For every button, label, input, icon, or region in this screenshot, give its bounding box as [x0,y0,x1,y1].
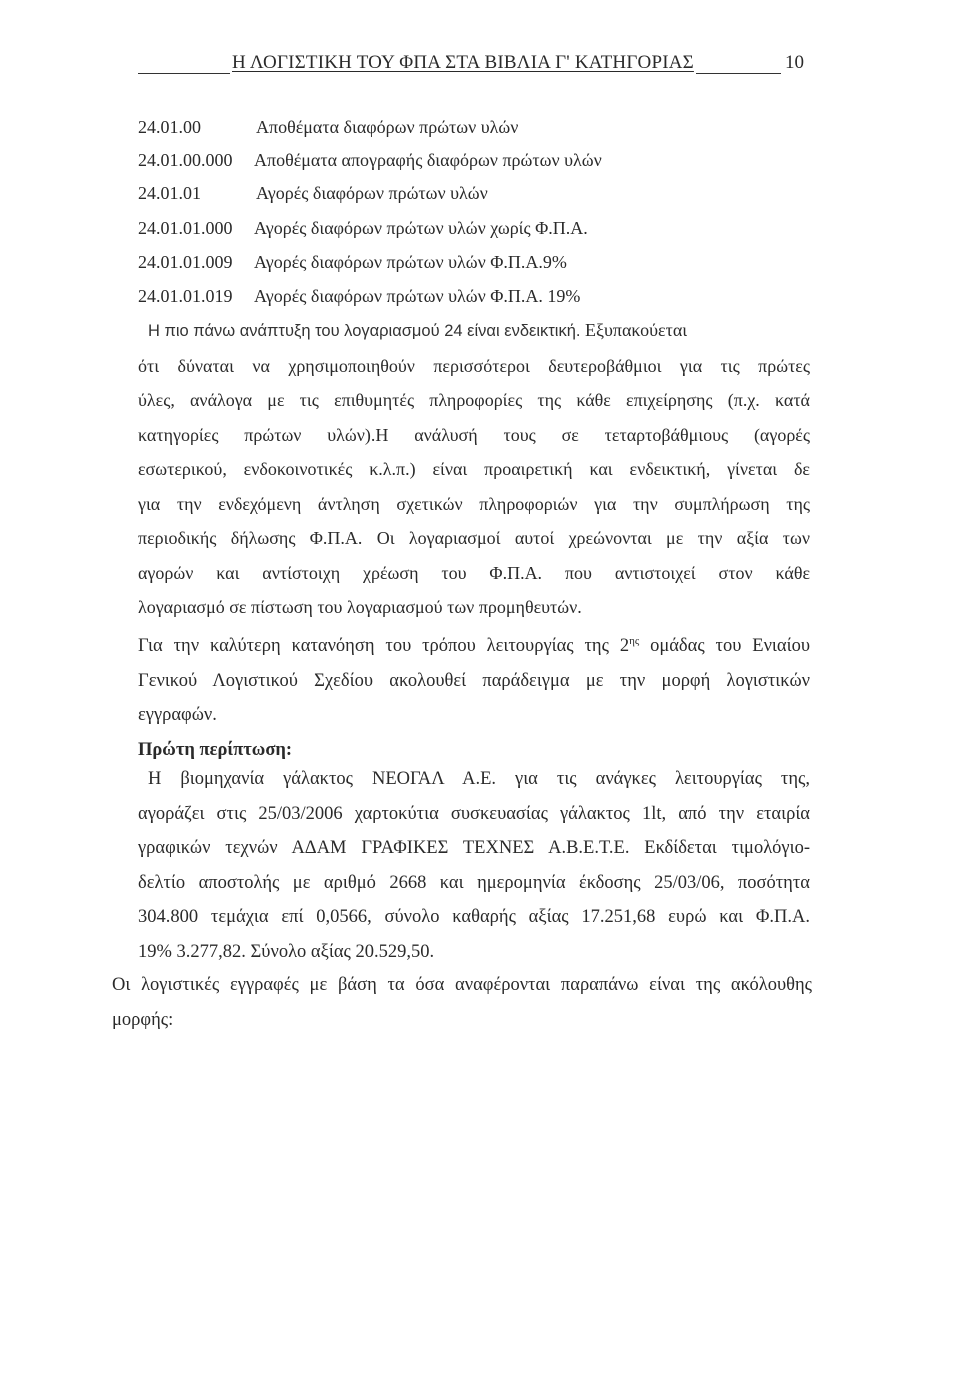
paragraph-line: ότι δύναται να χρησιμοποιηθούν περισσότεροι δευτεροβάθμιοι για τις πρώτες [138,355,810,376]
paragraph-line: αγοράζει στις 25/03/2006 χαρτοκύτια συσκευασίας γάλακτος 1lt, από την εταιρία [138,803,810,824]
account-code: 24.01.01.019 [138,286,233,306]
account-description: Αγορές διαφόρων πρώτων υλών Φ.Π.Α.9% [254,252,567,272]
paragraph-line: εσωτερικού, ενδοκοινοτικές κ.λ.π.) είναι προαιρετική και ενδεικτική, γίνεται δε [138,459,810,479]
account-row [138,218,588,239]
page-header [138,48,810,78]
paragraph-text: Εξυπακούεται [584,320,688,340]
paragraph-text: ομάδας του Ενιαίου [639,636,810,657]
page-number: 10 [781,52,804,74]
paragraph-line: κατηγορίες πρώτων υλών).Η ανάλυσή τους σε τεταρτοβάθμιους (αγορές [138,424,810,445]
paragraph-line: περιοδικής δήλωσης Φ.Π.Α. Οι λογαριασμοί αυτοί χρεώνονται με την αξία των [138,528,810,548]
paragraph-text: Για την καλύτερη κατανόηση του τρόπου λειτουργίας της 2 [138,636,630,657]
account-description: Αποθέματα διαφόρων πρώτων υλών [256,117,519,137]
paragraph-line: δελτίο αποστολής με αριθμό 2668 και ημερομηνία έκδοσης 25/03/06, ποσότητα [138,872,810,893]
account-description: Αποθέματα απογραφής διαφόρων πρώτων υλών [254,150,602,170]
explanation-paragraph [138,313,810,625]
paragraph-line: μορφής: [112,1009,174,1030]
account-description: Αγορές διαφόρων πρώτων υλών [256,183,488,203]
account-code: 24.01.00 [138,117,201,137]
case-paragraph [138,762,810,969]
paragraph-line [138,624,810,664]
paragraph-line: για την ενδεχόμενη άντληση σχετικών πληροφοριών για την συμπλήρωση της [138,493,810,514]
paragraph-line: αγορών και αντίστοιχη χρέωση του Φ.Π.Α. που αντιστοιχεί στον κάθε [138,562,810,583]
paragraph-line: Γενικού Λογιστικού Σχεδίου ακολουθεί παράδειγμα με την μορφή λογιστικών [138,670,810,691]
sans-sentence: Η πιο πάνω ανάπτυξη του λογαριασμού 24 είναι ενδεικτική. [148,322,581,340]
paragraph-line [138,313,810,349]
paragraph-line: Οι λογιστικές εγγραφές με βάση τα όσα αναφέρονται παραπάνω είναι της ακόλουθης [112,975,812,995]
account-row [138,252,567,273]
account-description: Αγορές διαφόρων πρώτων υλών Φ.Π.Α. 19% [254,286,581,306]
closing-paragraph [112,968,812,1037]
paragraph-line: λογαριασμό σε πίστωση του λογαριασμού των προμηθευτών. [138,597,582,617]
paragraph-line: εγγραφών. [138,705,217,726]
account-description: Αγορές διαφόρων πρώτων υλών χωρίς Φ.Π.Α. [254,218,588,238]
paragraph-line: γραφικών τεχνών ΑΔΑΜ ΓΡΑΦΙΚΕΣ ΤΕΧΝΕΣ Α.Β.Ε.Τ.Ε. Εκδίδεται τιμολόγιο- [138,838,810,858]
account-code: 24.01.01 [138,183,201,203]
account-row [138,183,488,204]
case-heading: Πρώτη περίπτωση: [138,739,293,760]
example-intro-paragraph [138,624,810,767]
ordinal-suffix: ης [629,635,640,647]
paragraph-line: ύλες, ανάλογα με τις επιθυμητές πληροφορίες της κάθε επιχείρησης (π.χ. κατά [138,390,810,410]
account-row [138,150,602,171]
account-code: 24.01.01.000 [138,218,233,238]
paragraph-line: Η βιομηχανία γάλακτος ΝΕΟΓΑΛ Α.Ε. για τις ανάγκες λειτουργίας της, [148,769,810,789]
paragraph-line: 19% 3.277,82. Σύνολο αξίας 20.529,50. [138,941,435,962]
account-row [138,117,519,138]
account-code: 24.01.00.000 [138,150,233,170]
paragraph-line: 304.800 τεμάχια επί 0,0566, σύνολο καθαρής αξίας 17.251,68 ευρώ και Φ.Π.Α. [138,907,810,927]
account-code: 24.01.01.009 [138,252,233,272]
running-title: Η ΛΟΓΙΣΤΙΚΗ ΤΟΥ ΦΠΑ ΣΤΑ ΒΙΒΛΙΑ Γ' ΚΑΤΗΓΟΡΙΑΣ [232,52,694,73]
account-row [138,286,581,307]
